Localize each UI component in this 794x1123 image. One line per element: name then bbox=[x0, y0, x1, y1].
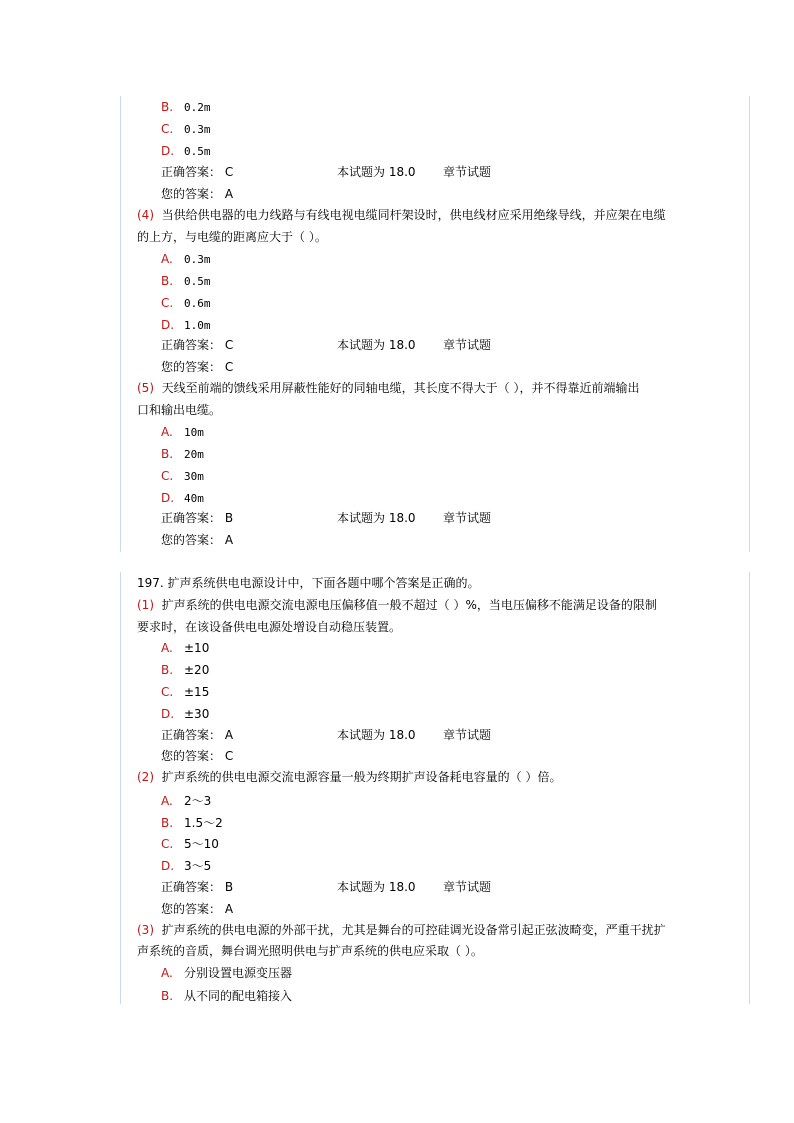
option-text: 2～3 bbox=[184, 794, 212, 808]
correct-answer: 正确答案： B bbox=[161, 511, 234, 525]
correct-answer-row bbox=[161, 510, 491, 526]
option-d[interactable] bbox=[161, 143, 211, 159]
option-letter: C. bbox=[161, 469, 174, 483]
option-b[interactable] bbox=[161, 99, 211, 115]
question-2-line1 bbox=[137, 769, 561, 785]
your-answer: 您的答案： C bbox=[161, 360, 234, 374]
option-c[interactable] bbox=[161, 121, 211, 137]
option-letter: D. bbox=[161, 318, 175, 332]
option-letter: A. bbox=[161, 252, 173, 266]
option-letter: C. bbox=[161, 122, 174, 136]
option-a[interactable] bbox=[161, 251, 211, 267]
option-text: 0.3m bbox=[184, 253, 211, 266]
option-a[interactable] bbox=[161, 424, 204, 440]
option-letter: D. bbox=[161, 707, 175, 721]
correct-answer: 正确答案： B bbox=[161, 880, 234, 894]
question-3-line1 bbox=[137, 922, 666, 938]
option-b[interactable] bbox=[161, 815, 223, 831]
question-number: (5) bbox=[137, 381, 154, 395]
correct-answer-row bbox=[161, 164, 491, 180]
correct-answer: 正确答案： C bbox=[161, 165, 234, 179]
question-text: 扩声系统的供电电源交流电源容量一般为终期扩声设备耗电容量的（ ）倍。 bbox=[161, 770, 562, 784]
score-label: 本试题为 18.0 bbox=[337, 165, 416, 179]
option-b[interactable] bbox=[161, 988, 292, 1004]
chapter-label: 章节试题 bbox=[443, 338, 492, 352]
option-letter: D. bbox=[161, 859, 175, 873]
question-5-line2: 口和输出电缆。 bbox=[137, 403, 222, 417]
option-text: 10m bbox=[184, 426, 204, 439]
option-text: 1.5～2 bbox=[184, 816, 223, 830]
question-number: (2) bbox=[137, 770, 154, 784]
chapter-label: 章节试题 bbox=[443, 511, 492, 525]
option-text: ±20 bbox=[184, 663, 210, 677]
option-text: 从不同的配电箱接入 bbox=[184, 989, 293, 1003]
option-c[interactable] bbox=[161, 295, 211, 311]
option-text: ±10 bbox=[184, 641, 210, 655]
option-letter: A. bbox=[161, 794, 173, 808]
option-letter: A. bbox=[161, 641, 173, 655]
question-text: 扩声系统的供电电源交流电源电压偏移值一般不超过（ ）%，当电压偏移不能满足设备的限制 bbox=[161, 598, 657, 612]
chapter-label: 章节试题 bbox=[443, 165, 492, 179]
option-letter: D. bbox=[161, 144, 175, 158]
option-c[interactable] bbox=[161, 836, 219, 852]
question-panel-2 bbox=[120, 572, 750, 1004]
your-answer: 您的答案： A bbox=[161, 902, 234, 916]
option-b[interactable] bbox=[161, 662, 209, 678]
option-letter: A. bbox=[161, 425, 173, 439]
option-c[interactable] bbox=[161, 684, 209, 700]
chapter-label: 章节试题 bbox=[443, 728, 492, 742]
option-d[interactable] bbox=[161, 858, 211, 874]
option-a[interactable] bbox=[161, 965, 292, 981]
option-c[interactable] bbox=[161, 468, 204, 484]
question-4-line2: 的上方，与电缆的距离应大于（ ）。 bbox=[137, 230, 327, 244]
option-text: 5～10 bbox=[184, 837, 219, 851]
option-letter: B. bbox=[161, 447, 174, 461]
score-label: 本试题为 18.0 bbox=[337, 511, 416, 525]
score-label: 本试题为 18.0 bbox=[337, 728, 416, 742]
score-label: 本试题为 18.0 bbox=[337, 880, 416, 894]
option-letter: C. bbox=[161, 296, 174, 310]
option-text: 20m bbox=[184, 448, 204, 461]
option-letter: B. bbox=[161, 100, 174, 114]
option-letter: C. bbox=[161, 837, 174, 851]
option-text: 0.3m bbox=[184, 123, 211, 136]
option-letter: B. bbox=[161, 989, 174, 1003]
question-text: 当供给供电器的电力线路与有线电视电缆同杆架设时，供电线材应采用绝缘导线，并应架在电缆 bbox=[161, 208, 666, 222]
option-text: 40m bbox=[184, 492, 204, 505]
score-label: 本试题为 18.0 bbox=[337, 338, 416, 352]
question-5-line1 bbox=[137, 380, 639, 396]
your-answer: 您的答案： C bbox=[161, 749, 234, 763]
option-text: 0.5m bbox=[184, 145, 211, 158]
question-number: (4) bbox=[137, 208, 154, 222]
question-text: 天线至前端的馈线采用屏蔽性能好的同轴电缆，其长度不得大于（ ），并不得靠近前端输出 bbox=[161, 381, 640, 395]
question-1-line2: 要求时，在该设备供电电源处增设自动稳压装置。 bbox=[137, 620, 402, 634]
option-text: 分别设置电源变压器 bbox=[184, 966, 293, 980]
your-answer: 您的答案： A bbox=[161, 187, 234, 201]
option-text: 3～5 bbox=[184, 859, 212, 873]
option-a[interactable] bbox=[161, 640, 209, 656]
option-d[interactable] bbox=[161, 317, 211, 333]
option-text: 1.0m bbox=[184, 319, 211, 332]
question-number: (1) bbox=[137, 598, 154, 612]
option-letter: C. bbox=[161, 685, 174, 699]
question-3-line2: 声系统的音质，舞台调光照明供电与扩声系统的供电应采取（ ）。 bbox=[137, 944, 483, 958]
option-b[interactable] bbox=[161, 273, 211, 289]
option-text: 0.5m bbox=[184, 275, 211, 288]
option-text: 30m bbox=[184, 470, 204, 483]
option-letter: B. bbox=[161, 274, 174, 288]
option-text: ±15 bbox=[184, 685, 210, 699]
correct-answer-row bbox=[161, 337, 491, 353]
your-answer: 您的答案： A bbox=[161, 533, 234, 547]
correct-answer: 正确答案： A bbox=[161, 728, 234, 742]
option-text: 0.6m bbox=[184, 297, 211, 310]
question-text: 扩声系统的供电电源的外部干扰，尤其是舞台的可控硅调光设备常引起正弦波畸变，严重干扰扩 bbox=[161, 923, 666, 937]
option-letter: B. bbox=[161, 663, 174, 677]
option-text: ±30 bbox=[184, 707, 210, 721]
option-letter: D. bbox=[161, 491, 175, 505]
option-d[interactable] bbox=[161, 490, 204, 506]
option-d[interactable] bbox=[161, 706, 209, 722]
question-197-title: 197. 扩声系统供电电源设计中，下面各题中哪个答案是正确的。 bbox=[137, 576, 480, 590]
correct-answer: 正确答案： C bbox=[161, 338, 234, 352]
correct-answer-row bbox=[161, 879, 491, 895]
question-number: (3) bbox=[137, 923, 154, 937]
option-letter: A. bbox=[161, 966, 173, 980]
question-1-line1 bbox=[137, 597, 657, 613]
option-text: 0.2m bbox=[184, 101, 211, 114]
question-4-line1 bbox=[137, 207, 666, 223]
option-a[interactable] bbox=[161, 793, 211, 809]
option-letter: B. bbox=[161, 816, 174, 830]
option-b[interactable] bbox=[161, 446, 204, 462]
chapter-label: 章节试题 bbox=[443, 880, 492, 894]
correct-answer-row bbox=[161, 727, 491, 743]
